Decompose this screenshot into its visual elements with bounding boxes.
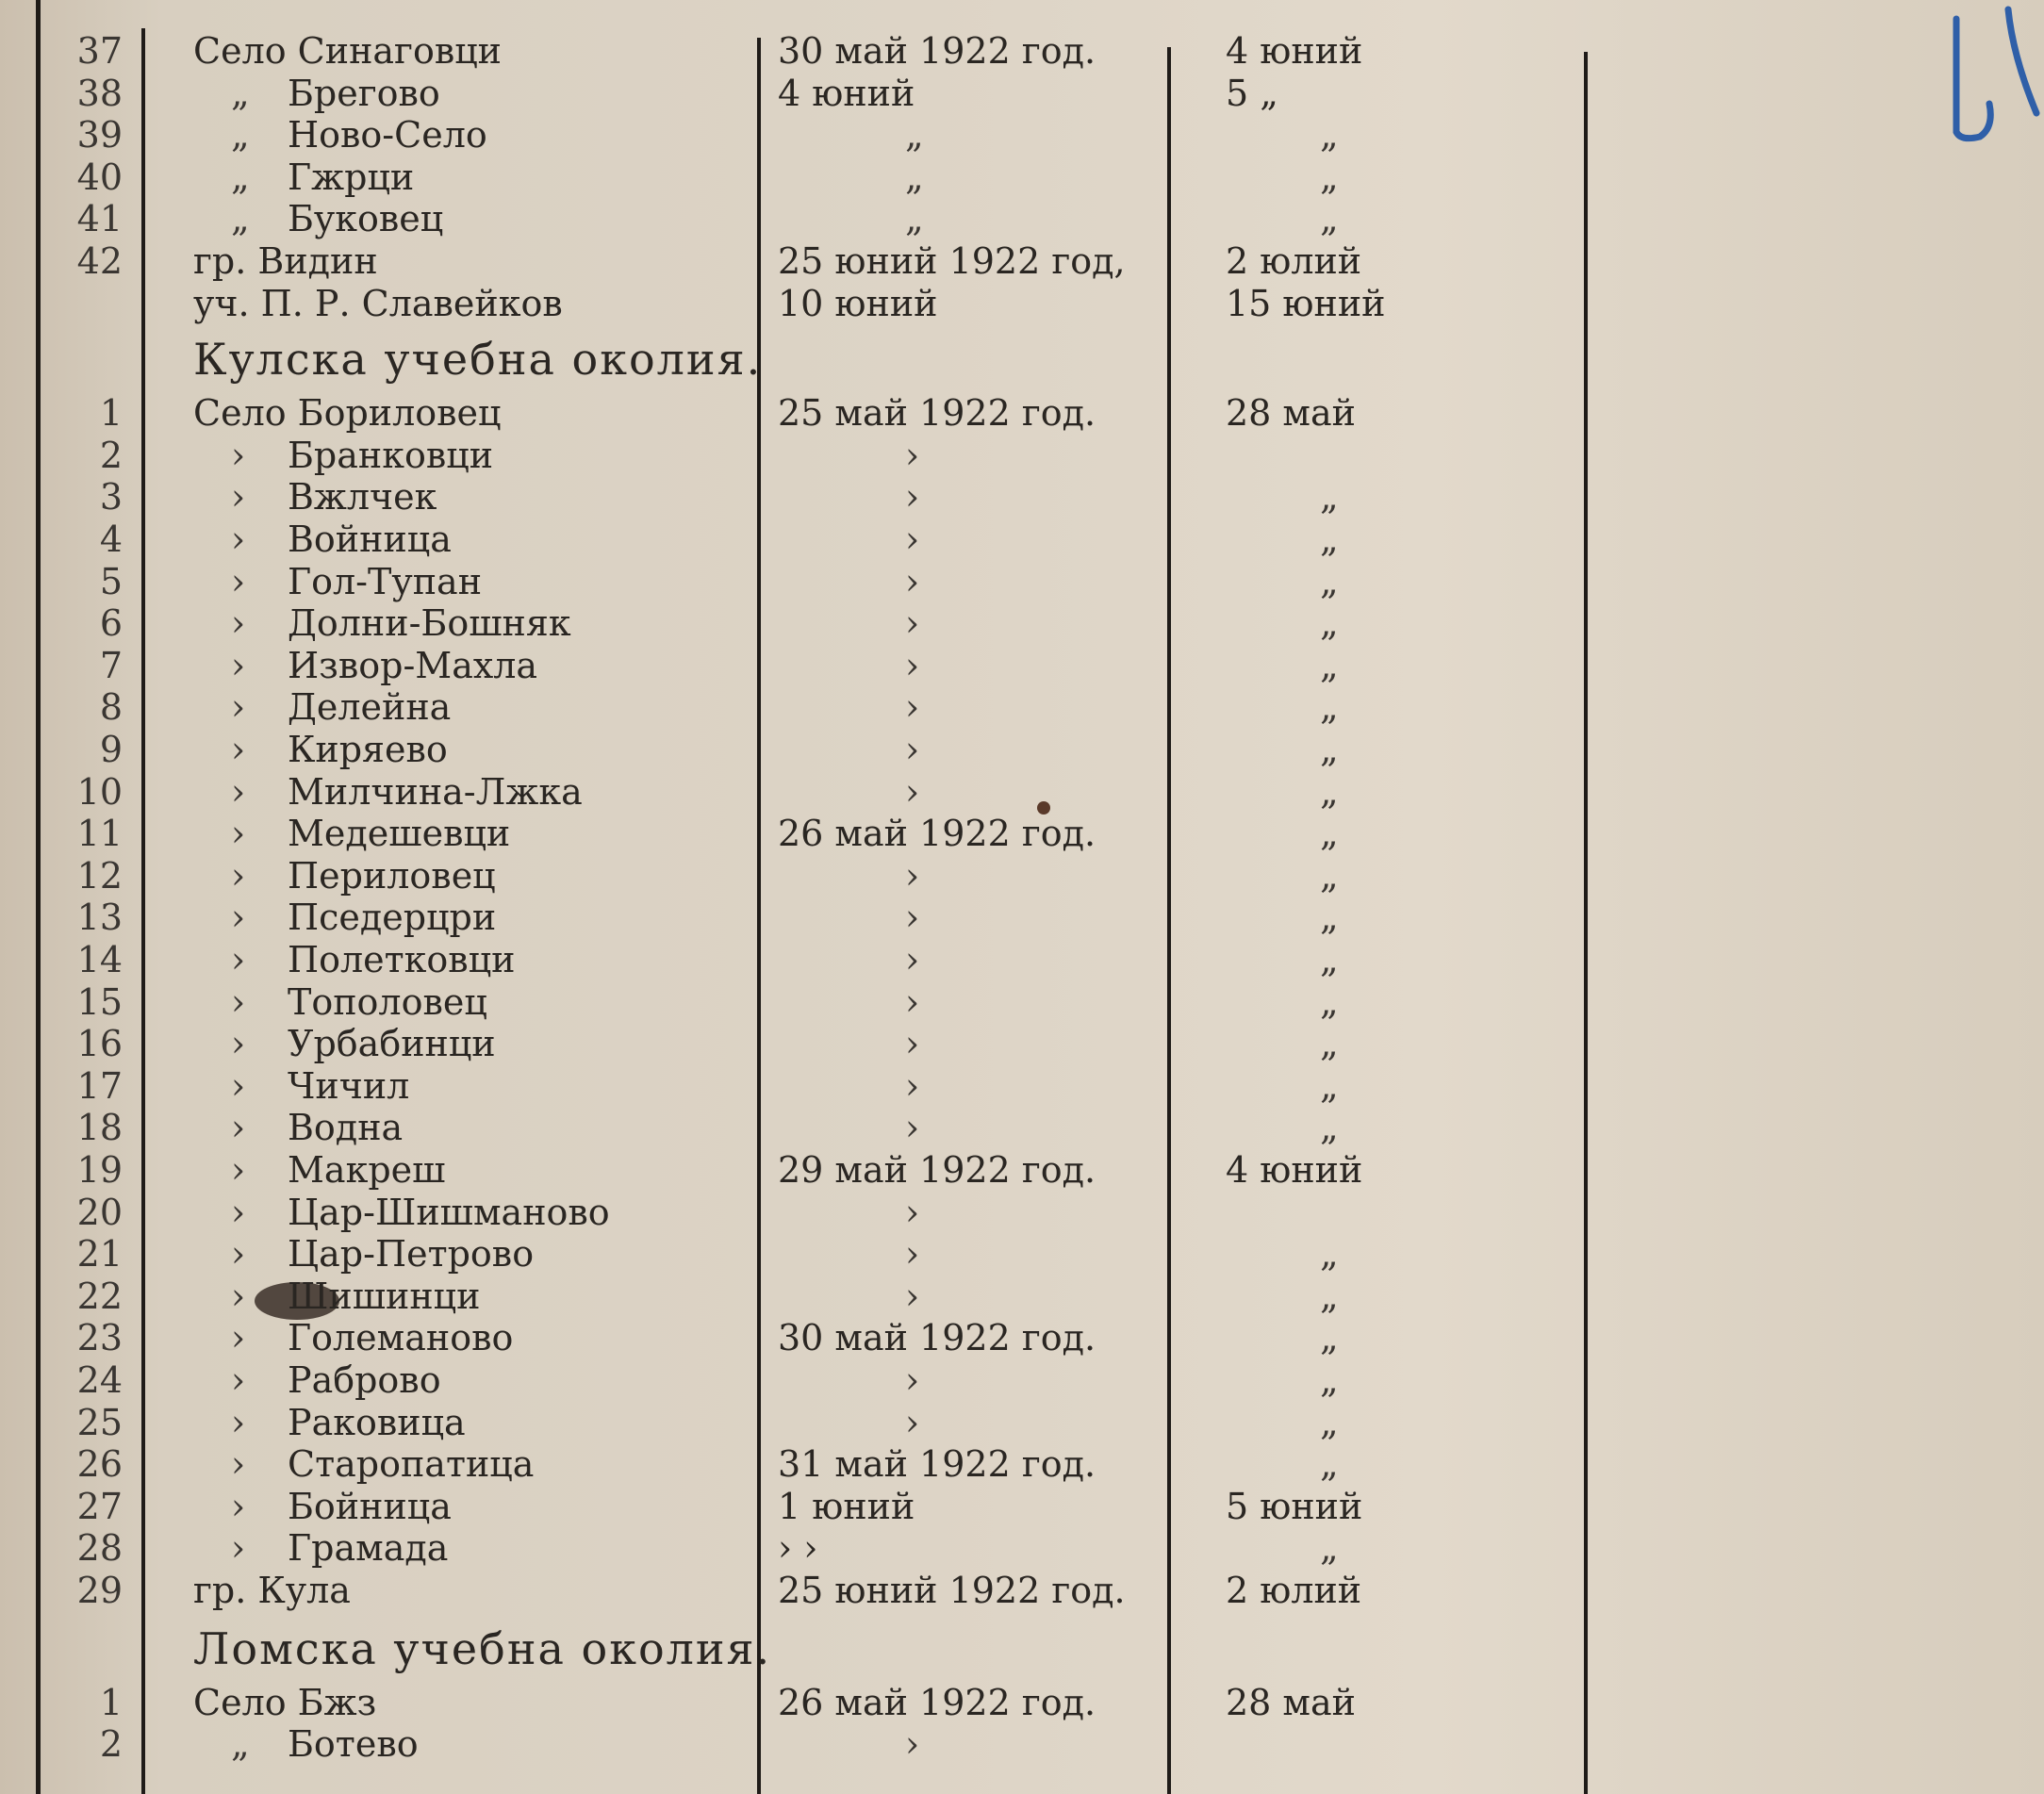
date-end: „ [1320,198,1339,240]
date-start: 10 юний [778,282,938,324]
place-name [231,939,515,980]
row-number: 13 [76,897,123,939]
date-end: 4 юний [1226,30,1363,72]
table-row [0,1723,2044,1765]
date-start: › [905,1275,920,1317]
date-start: › [905,1107,920,1149]
row-number: 23 [76,1317,123,1359]
date-start: 25 юний 1922 год. [778,1570,1126,1611]
place-label: Ботево [288,1723,419,1766]
place-name [193,240,378,282]
place-label: Буковец [288,198,444,240]
date-start: › [905,1233,920,1276]
row-number: 2 [99,1723,123,1766]
date-start: 26 май 1922 год. [778,1681,1096,1723]
place-name [231,1723,419,1765]
date-start: › [905,897,920,939]
row-number: 18 [76,1107,123,1149]
ditto-mark: „ [231,72,250,114]
date-end: „ [1320,1233,1339,1276]
district-heading: Кулска учебна околия. [193,334,763,386]
table-row [0,156,2044,198]
date-end: „ [1320,1107,1339,1149]
place-label: гр. Видин [193,240,378,282]
date-start: 4 юний [778,72,915,114]
place-label: Раброво [288,1359,441,1401]
place-name [231,1359,441,1401]
date-start: › [905,560,920,602]
ditto-mark: › [231,1485,246,1527]
place-name [231,1065,409,1107]
row-number: 37 [76,30,123,72]
ditto-mark: › [231,644,246,686]
ditto-mark: › [231,1317,246,1359]
place-name [231,1149,445,1191]
place-name [231,645,537,686]
row-number: 14 [76,939,123,980]
date-end: „ [1320,1401,1339,1443]
place-label: Старопатица [288,1443,535,1486]
place-name [231,435,493,476]
ditto-mark: „ [231,156,250,198]
ditto-mark: › [231,729,246,770]
row-number: 25 [76,1401,123,1443]
place-label: Чичил [288,1064,410,1107]
place-label: Село Синаговци [193,30,502,72]
place-name [231,729,448,770]
ditto-mark: › [231,602,246,645]
place-label: гр. Кула [193,1570,351,1611]
ditto-mark: › [231,434,246,476]
date-end: 28 май [1226,392,1356,435]
row-number: 1 [99,392,123,435]
ditto-mark: › [231,770,246,813]
ditto-mark: › [231,518,246,560]
table-row [0,1359,2044,1401]
place-label: Урбабинци [288,1023,496,1065]
ditto-mark: › [231,1107,246,1149]
place-label: Шишинци [288,1275,481,1317]
date-start: › [905,644,920,686]
row-number: 4 [99,518,123,560]
date-start: › [905,854,920,897]
ditto-mark: › [231,854,246,897]
place-name [231,1443,534,1485]
ditto-mark: › [231,1233,246,1276]
ditto-mark: › [231,1401,246,1443]
table-row [0,114,2044,156]
table-row [0,435,2044,476]
place-label: Пседерцри [288,897,497,939]
ditto-mark: › [231,560,246,602]
row-number: 26 [76,1443,123,1486]
ditto-mark: › [231,897,246,939]
table-row [0,198,2044,239]
table-row [0,813,2044,854]
date-start: 30 май 1922 год. [778,1317,1096,1359]
row-number: 11 [76,813,123,855]
place-label: Грамада [288,1527,449,1570]
table-row [0,897,2044,938]
place-name [231,897,496,938]
place-name [231,156,414,198]
place-name [231,1317,513,1358]
place-name [231,1107,403,1148]
row-number: 15 [76,980,123,1023]
date-start: 1 юний [778,1485,915,1527]
row-number: 41 [76,198,123,240]
annotation-text [0,0,1,1]
table-row [0,73,2044,114]
place-label: Медешевци [288,813,511,855]
table-row [0,686,2044,728]
date-start: › [905,770,920,813]
date-end: „ [1320,854,1339,897]
ditto-mark: › [231,1064,246,1107]
date-end: 2 юлий [1226,1570,1362,1611]
ditto-mark: › [231,813,246,855]
table-row [0,1317,2044,1358]
district-heading: Ломска учебна околия. [193,1622,772,1674]
date-start: › [905,729,920,770]
date-start: 25 май 1922 год. [778,392,1096,435]
place-name [231,813,510,854]
ditto-mark: › [231,980,246,1023]
table-row [0,981,2044,1023]
row-number: 28 [76,1527,123,1570]
place-name [231,686,451,728]
place-label: Големаново [288,1317,514,1359]
date-start: › [905,1023,920,1065]
place-label: Войница [288,518,452,560]
row-number: 21 [76,1233,123,1276]
place-name [231,1527,448,1569]
table-row [0,1682,2044,1723]
table-row [0,1233,2044,1275]
date-end: „ [1320,644,1339,686]
date-end: 2 юлий [1226,240,1362,282]
row-number: 8 [99,686,123,729]
place-name [193,283,563,324]
date-start: „ [905,114,924,156]
place-name [231,771,583,813]
place-label: уч. П. Р. Славейков [193,282,563,324]
place-name [231,561,482,602]
row-number: 19 [76,1149,123,1191]
date-end: „ [1320,602,1339,645]
place-label: Цар-Шишманово [288,1191,610,1233]
row-number: 10 [76,770,123,813]
row-number: 29 [76,1570,123,1611]
place-label: Брегово [288,72,440,114]
table-row [0,392,2044,434]
date-end: 4 юний [1226,1149,1363,1191]
place-label: Гол-Тупан [288,560,483,602]
row-number: 17 [76,1064,123,1107]
place-label: Тополовец [288,980,487,1023]
date-end: „ [1320,156,1339,198]
date-start: › › [778,1527,818,1570]
date-end: „ [1320,729,1339,770]
row-number: 38 [76,72,123,114]
date-start: 30 май 1922 год. [778,30,1096,72]
ditto-mark: „ [231,198,250,240]
place-name [231,198,443,239]
place-name [193,1682,376,1723]
place-label: Делейна [288,686,452,729]
date-start: › [905,1191,920,1233]
place-name [231,518,452,560]
date-end: „ [1320,1023,1339,1065]
date-start: › [905,1401,920,1443]
date-start: „ [905,156,924,198]
row-number: 40 [76,156,123,198]
place-label: Полетковци [288,939,516,980]
table-row [0,1443,2044,1485]
ditto-mark: › [231,1191,246,1233]
place-label: Гжрци [288,156,415,198]
table-row [0,771,2044,813]
date-end: „ [1320,770,1339,813]
place-name [231,1402,466,1443]
row-number: 24 [76,1359,123,1401]
date-end: „ [1320,476,1339,518]
date-start: › [905,686,920,729]
date-start: › [905,939,920,980]
date-start: › [905,980,920,1023]
row-number: 20 [76,1191,123,1233]
place-label: Ново-Село [288,114,487,156]
date-start: › [905,476,920,518]
place-label: Село Бжз [193,1681,377,1723]
date-end: „ [1320,1359,1339,1401]
place-label: Село Бориловец [193,392,502,435]
date-start: › [905,518,920,560]
ditto-mark: › [231,1443,246,1486]
row-number: 16 [76,1023,123,1065]
ditto-mark: › [231,686,246,729]
ditto-mark: › [231,1023,246,1065]
date-start: › [905,1359,920,1401]
row-number: 6 [99,602,123,645]
date-end: 5 юний [1226,1485,1363,1527]
row-number: 3 [99,476,123,518]
place-name [231,1192,610,1233]
table-row [0,283,2044,324]
place-label: Извор-Махла [288,644,538,686]
place-name [231,1233,534,1275]
date-start: 25 юний 1922 год, [778,240,1126,282]
ditto-mark: „ [231,114,250,156]
date-end: „ [1320,1443,1339,1486]
date-start: 29 май 1922 год. [778,1149,1096,1191]
place-name [193,30,502,72]
date-start: › [905,1064,920,1107]
place-label: Киряево [288,729,448,770]
date-end: „ [1320,686,1339,729]
place-name [231,1486,452,1527]
ditto-mark: › [231,1527,246,1570]
place-label: Вжлчек [288,476,437,518]
date-end: 28 май [1226,1681,1356,1723]
table-row [0,1023,2044,1064]
date-end: „ [1320,114,1339,156]
row-number: 42 [76,240,123,282]
ditto-mark: › [231,939,246,980]
ditto-mark: › [231,476,246,518]
table-row [0,30,2044,72]
place-label: Бранковци [288,434,494,476]
table-row [0,855,2044,897]
place-label: Раковица [288,1401,466,1443]
place-name [231,1276,480,1317]
place-name [231,114,487,156]
row-number: 5 [99,560,123,602]
date-end: 15 юний [1226,282,1386,324]
date-start: 26 май 1922 год. [778,813,1096,855]
table-row [0,939,2044,980]
date-end: 5 „ [1226,72,1278,114]
place-name [231,73,440,114]
row-number: 9 [99,729,123,770]
ditto-mark: › [231,1149,246,1191]
place-name [231,602,571,644]
row-number: 1 [99,1681,123,1723]
place-label: Цар-Петрово [288,1233,535,1276]
place-label: Милчина-Лжка [288,770,583,813]
date-end: „ [1320,560,1339,602]
date-end: „ [1320,1527,1339,1570]
date-start: › [905,602,920,645]
row-number: 7 [99,644,123,686]
row-number: 22 [76,1275,123,1317]
date-end: „ [1320,1317,1339,1359]
place-label: Водна [288,1107,404,1149]
place-name [193,392,501,434]
table-row [0,1402,2044,1443]
ditto-mark: „ [231,1723,250,1766]
date-end: „ [1320,1064,1339,1107]
table-row [0,1192,2044,1233]
date-end: „ [1320,939,1339,980]
row-number: 12 [76,854,123,897]
table-row [0,1149,2044,1191]
table-row [0,240,2044,282]
table-row [0,645,2044,686]
table-row [0,476,2044,518]
date-start: 31 май 1922 год. [778,1443,1096,1486]
place-label: Бойница [288,1485,452,1527]
date-end: „ [1320,518,1339,560]
place-name [193,1570,351,1611]
table-row [0,1065,2044,1107]
place-name [231,981,487,1023]
row-number: 2 [99,434,123,476]
date-start: „ [905,198,924,240]
ditto-mark: › [231,1359,246,1401]
date-end: „ [1320,813,1339,855]
place-name [231,476,437,518]
date-end: „ [1320,897,1339,939]
row-number: 27 [76,1485,123,1527]
table-row [0,1527,2044,1569]
table-row [0,729,2044,770]
date-end: „ [1320,1275,1339,1317]
table-row [0,1570,2044,1611]
date-start: › [905,434,920,476]
table-row [0,602,2044,644]
table-row [0,561,2044,602]
date-start: › [905,1723,920,1766]
table-row [0,1276,2044,1317]
place-label: Периловец [288,854,496,897]
row-number: 39 [76,114,123,156]
date-end: „ [1320,980,1339,1023]
place-label: Долни-Бошняк [288,602,571,645]
ditto-mark: › [231,1275,246,1317]
place-name [231,1023,496,1064]
table-row [0,518,2044,560]
table-row [0,1107,2044,1148]
place-label: Макреш [288,1149,446,1191]
table-row [0,1486,2044,1527]
place-name [231,855,496,897]
